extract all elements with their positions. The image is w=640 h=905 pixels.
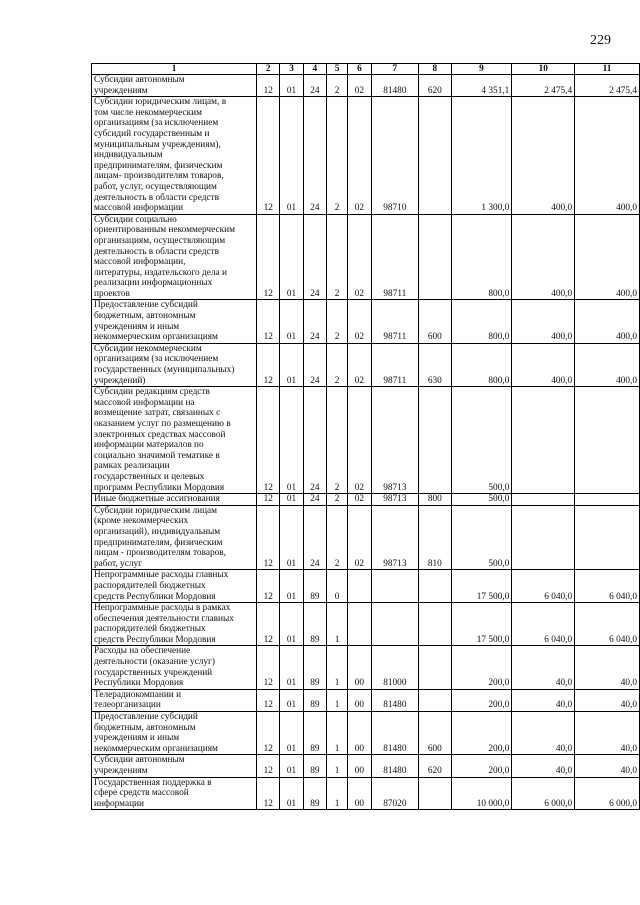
target-item-code: 98711 — [371, 214, 419, 300]
table-row — [92, 494, 640, 506]
ministry-code: 12 — [257, 646, 280, 689]
expense-type-code — [419, 689, 451, 711]
target-item-code: 81480 — [371, 75, 419, 97]
amount-col-11: 6 040,0 — [575, 570, 640, 603]
ministry-code: 12 — [257, 603, 280, 646]
expense-name: Субсидии редакциям средств массовой информации на возмещение затрат, связанных с оказанием услуг по размещению в электронных средствах массовой информации материалов по социально значимой тематике в рамках реализации государственных и целевых программ Республики Мордовия — [92, 387, 257, 494]
section-code: 01 — [280, 494, 303, 506]
amount-col-11 — [575, 505, 640, 570]
ministry-code: 12 — [257, 343, 280, 386]
amount-col-10: 400,0 — [512, 343, 575, 386]
column-number: 5 — [326, 64, 347, 75]
amount-col-11: 6 040,0 — [575, 603, 640, 646]
section-code: 01 — [280, 646, 303, 689]
expense-type-code: 800 — [419, 494, 451, 506]
amount-col-9: 500,0 — [451, 494, 512, 506]
table-row — [92, 214, 640, 300]
column-number: 8 — [419, 64, 451, 75]
expense-type-code — [419, 777, 451, 810]
amount-col-10: 6 040,0 — [512, 570, 575, 603]
target-item-code: 98713 — [371, 494, 419, 506]
column-number: 4 — [303, 64, 326, 75]
subprogram-code: 02 — [348, 494, 371, 506]
amount-col-11: 40,0 — [575, 712, 640, 755]
ministry-code: 12 — [257, 75, 280, 97]
subprogram-code: 00 — [348, 646, 371, 689]
section-code: 01 — [280, 712, 303, 755]
expense-name: Предоставление субсидий бюджетным, автономным учреждениям и иным некоммерческим организациям — [92, 300, 257, 343]
column-number: 7 — [371, 64, 419, 75]
amount-col-9: 500,0 — [451, 505, 512, 570]
program-code: 0 — [326, 570, 347, 603]
ministry-code: 12 — [257, 570, 280, 603]
subsection-code: 89 — [303, 777, 326, 810]
program-code: 1 — [326, 689, 347, 711]
amount-col-11: 400,0 — [575, 97, 640, 215]
amount-col-9: 800,0 — [451, 343, 512, 386]
subsection-code: 89 — [303, 755, 326, 777]
expense-type-code — [419, 570, 451, 603]
column-number: 10 — [512, 64, 575, 75]
expense-name: Субсидии автономным учреждениям — [92, 755, 257, 777]
expense-type-code — [419, 387, 451, 494]
subprogram-code — [348, 570, 371, 603]
table-row — [92, 646, 640, 689]
program-code: 2 — [326, 494, 347, 506]
budget-table — [91, 63, 640, 810]
ministry-code: 12 — [257, 712, 280, 755]
expense-type-code: 600 — [419, 712, 451, 755]
target-item-code: 81480 — [371, 755, 419, 777]
amount-col-10: 400,0 — [512, 300, 575, 343]
ministry-code: 12 — [257, 494, 280, 506]
amount-col-9: 200,0 — [451, 755, 512, 777]
subsection-code: 89 — [303, 570, 326, 603]
section-code: 01 — [280, 603, 303, 646]
table-row — [92, 505, 640, 570]
amount-col-11: 400,0 — [575, 214, 640, 300]
table-row — [92, 570, 640, 603]
section-code: 01 — [280, 777, 303, 810]
column-number: 9 — [451, 64, 512, 75]
amount-col-10: 400,0 — [512, 214, 575, 300]
section-code: 01 — [280, 387, 303, 494]
program-code: 2 — [326, 343, 347, 386]
expense-name: Иные бюджетные ассигнования — [92, 494, 257, 506]
amount-col-9: 1 300,0 — [451, 97, 512, 215]
section-code: 01 — [280, 214, 303, 300]
expense-type-code — [419, 214, 451, 300]
expense-name: Субсидии юридическим лицам (кроме некоммерческих организаций), индивидуальным предпринимателям, физическим лицам - производителям товаров, работ, услуг — [92, 505, 257, 570]
amount-col-11 — [575, 494, 640, 506]
subsection-code: 24 — [303, 494, 326, 506]
target-item-code — [371, 603, 419, 646]
subprogram-code: 00 — [348, 689, 371, 711]
ministry-code: 12 — [257, 505, 280, 570]
subsection-code: 24 — [303, 214, 326, 300]
expense-name: Субсидии некоммерческим организациям (за исключением государственных (муниципальных) учреждений) — [92, 343, 257, 386]
program-code: 1 — [326, 646, 347, 689]
ministry-code: 12 — [257, 689, 280, 711]
section-code: 01 — [280, 689, 303, 711]
table-row — [92, 777, 640, 810]
amount-col-10 — [512, 494, 575, 506]
table-row — [92, 75, 640, 97]
amount-col-9: 17 500,0 — [451, 570, 512, 603]
subprogram-code: 00 — [348, 712, 371, 755]
subprogram-code: 02 — [348, 75, 371, 97]
subsection-code: 24 — [303, 300, 326, 343]
subprogram-code: 02 — [348, 300, 371, 343]
program-code: 1 — [326, 777, 347, 810]
amount-col-10: 400,0 — [512, 97, 575, 215]
amount-col-11: 2 475,4 — [575, 75, 640, 97]
section-code: 01 — [280, 755, 303, 777]
amount-col-11: 40,0 — [575, 689, 640, 711]
subprogram-code: 02 — [348, 214, 371, 300]
amount-col-10: 40,0 — [512, 712, 575, 755]
table-row — [92, 755, 640, 777]
program-code: 2 — [326, 387, 347, 494]
target-item-code: 98713 — [371, 505, 419, 570]
amount-col-9: 4 351,1 — [451, 75, 512, 97]
ministry-code: 12 — [257, 300, 280, 343]
target-item-code: 81480 — [371, 689, 419, 711]
amount-col-9: 200,0 — [451, 712, 512, 755]
amount-col-10: 6 000,0 — [512, 777, 575, 810]
table-row — [92, 603, 640, 646]
table-body — [92, 75, 640, 810]
subsection-code: 89 — [303, 646, 326, 689]
page-number: 229 — [590, 33, 611, 48]
expense-name: Расходы на обеспечение деятельности (оказание услуг) государственных учреждений Республики Мордовия — [92, 646, 257, 689]
amount-col-10 — [512, 505, 575, 570]
column-number: 11 — [575, 64, 640, 75]
expense-type-code: 620 — [419, 75, 451, 97]
subsection-code: 89 — [303, 712, 326, 755]
amount-col-11: 400,0 — [575, 300, 640, 343]
expense-type-code: 600 — [419, 300, 451, 343]
target-item-code: 87020 — [371, 777, 419, 810]
amount-col-11: 6 000,0 — [575, 777, 640, 810]
subsection-code: 89 — [303, 689, 326, 711]
column-number: 2 — [257, 64, 280, 75]
table-row — [92, 343, 640, 386]
ministry-code: 12 — [257, 777, 280, 810]
target-item-code: 98710 — [371, 97, 419, 215]
target-item-code — [371, 570, 419, 603]
program-code: 2 — [326, 300, 347, 343]
expense-name: Телерадиокомпании и телеорганизации — [92, 689, 257, 711]
program-code: 1 — [326, 603, 347, 646]
subprogram-code — [348, 603, 371, 646]
expense-type-code: 810 — [419, 505, 451, 570]
column-number: 6 — [348, 64, 371, 75]
subprogram-code: 00 — [348, 777, 371, 810]
section-code: 01 — [280, 343, 303, 386]
expense-type-code — [419, 646, 451, 689]
program-code: 1 — [326, 755, 347, 777]
section-code: 01 — [280, 300, 303, 343]
program-code: 1 — [326, 712, 347, 755]
subsection-code: 24 — [303, 75, 326, 97]
table-row — [92, 689, 640, 711]
program-code: 2 — [326, 505, 347, 570]
expense-name: Субсидии социально ориентированным некоммерческим организациям, осуществляющим деятельность в области средств массовой информации, литературы, издательского дела и реализации информационных проектов — [92, 214, 257, 300]
table-row — [92, 712, 640, 755]
ministry-code: 12 — [257, 755, 280, 777]
amount-col-9: 200,0 — [451, 646, 512, 689]
subprogram-code: 02 — [348, 343, 371, 386]
amount-col-10: 2 475,4 — [512, 75, 575, 97]
amount-col-11: 40,0 — [575, 646, 640, 689]
amount-col-11: 400,0 — [575, 343, 640, 386]
subsection-code: 24 — [303, 343, 326, 386]
expense-name: Предоставление субсидий бюджетным, автономным учреждениям и иным некоммерческим организациям — [92, 712, 257, 755]
expense-type-code — [419, 97, 451, 215]
expense-name: Государственная поддержка в сфере средств массовой информации — [92, 777, 257, 810]
subsection-code: 24 — [303, 97, 326, 215]
column-number: 1 — [92, 64, 257, 75]
amount-col-9: 800,0 — [451, 214, 512, 300]
expense-name: Непрограммные расходы в рамках обеспечения деятельности главных распорядителей бюджетных средств Республики Мордовия — [92, 603, 257, 646]
target-item-code: 98711 — [371, 343, 419, 386]
subprogram-code: 00 — [348, 755, 371, 777]
ministry-code: 12 — [257, 214, 280, 300]
table-row — [92, 300, 640, 343]
column-number: 3 — [280, 64, 303, 75]
table-row — [92, 97, 640, 215]
program-code: 2 — [326, 214, 347, 300]
expense-type-code — [419, 603, 451, 646]
amount-col-10: 40,0 — [512, 755, 575, 777]
amount-col-11 — [575, 387, 640, 494]
subprogram-code: 02 — [348, 387, 371, 494]
ministry-code: 12 — [257, 387, 280, 494]
section-code: 01 — [280, 570, 303, 603]
amount-col-9: 800,0 — [451, 300, 512, 343]
subprogram-code: 02 — [348, 97, 371, 215]
target-item-code: 98713 — [371, 387, 419, 494]
expense-name: Непрограммные расходы главных распорядителей бюджетных средств Республики Мордовия — [92, 570, 257, 603]
subprogram-code: 02 — [348, 505, 371, 570]
expense-type-code: 630 — [419, 343, 451, 386]
target-item-code: 81000 — [371, 646, 419, 689]
section-code: 01 — [280, 97, 303, 215]
expense-name: Субсидии автономным учреждениям — [92, 75, 257, 97]
program-code: 2 — [326, 75, 347, 97]
section-code: 01 — [280, 505, 303, 570]
target-item-code: 81480 — [371, 712, 419, 755]
amount-col-11: 40,0 — [575, 755, 640, 777]
program-code: 2 — [326, 97, 347, 215]
expense-type-code: 620 — [419, 755, 451, 777]
amount-col-9: 17 500,0 — [451, 603, 512, 646]
amount-col-10: 40,0 — [512, 646, 575, 689]
column-number-row — [92, 64, 640, 75]
amount-col-9: 500,0 — [451, 387, 512, 494]
amount-col-10: 6 040,0 — [512, 603, 575, 646]
subsection-code: 24 — [303, 387, 326, 494]
expense-name: Субсидии юридическим лицам, в том числе некоммерческим организациям (за исключением субсидий государственным и муниципальным учреждениям), индивидуальным предпринимателям, физическим лицам- производителям товаров, работ, услуг, осуществляющим деятельность в области средств массовой информации — [92, 97, 257, 215]
section-code: 01 — [280, 75, 303, 97]
subsection-code: 24 — [303, 505, 326, 570]
subsection-code: 89 — [303, 603, 326, 646]
table-row — [92, 387, 640, 494]
amount-col-10: 40,0 — [512, 689, 575, 711]
ministry-code: 12 — [257, 97, 280, 215]
amount-col-9: 10 000,0 — [451, 777, 512, 810]
amount-col-10 — [512, 387, 575, 494]
target-item-code: 98711 — [371, 300, 419, 343]
amount-col-9: 200,0 — [451, 689, 512, 711]
